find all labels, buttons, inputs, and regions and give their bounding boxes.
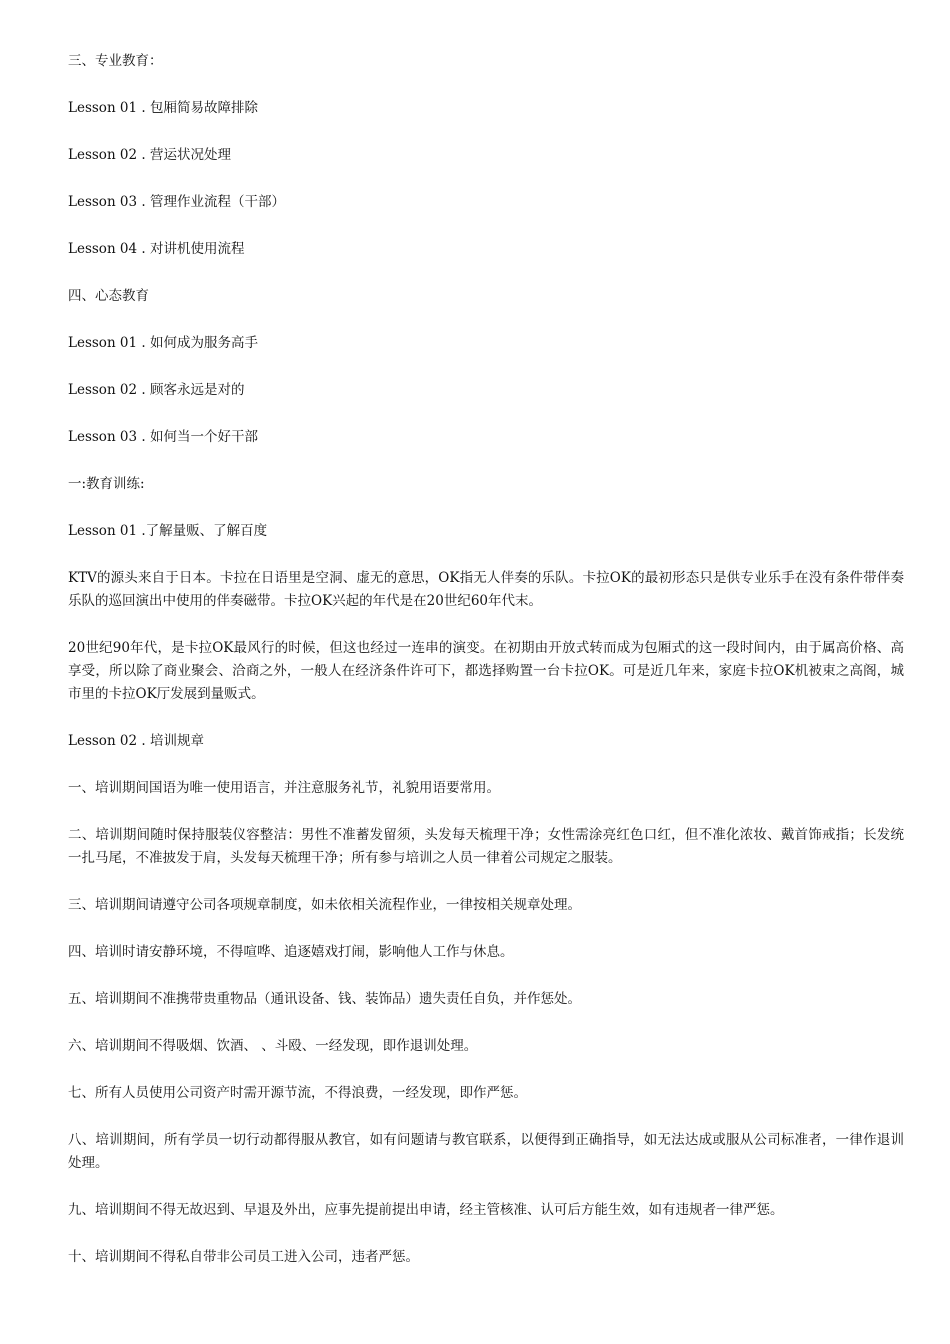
rule-item: 七、所有人员使用公司资产时需开源节流，不得浪费，一经发现，即作严惩。 [68, 1085, 527, 1101]
rule-item: 一、培训期间国语为唯一使用语言，并注意服务礼节，礼貌用语要常用。 [68, 780, 500, 796]
rule-item: 六、培训期间不得吸烟、饮酒、 、斗殴、一经发现，即作退训处理。 [68, 1038, 478, 1054]
lesson-heading: Lesson 01 .了解量贩、了解百度 [68, 523, 268, 539]
lesson-heading: Lesson 02 . 培训规章 [68, 733, 204, 749]
lesson-item: Lesson 01 . 包厢简易故障排除 [68, 100, 258, 116]
lesson-item: Lesson 02 . 顾客永远是对的 [68, 382, 245, 398]
rule-item: 九、培训期间不得无故迟到、早退及外出，应事先提前提出申请，经主管核准、认可后方能生效，如有违规者一律严惩。 [68, 1202, 784, 1218]
rule-item: 二、培训期间随时保持服装仪容整洁：男性不准蓄发留须，头发每天梳理干净；女性需涂亮红色口红，但不准化浓妆、戴首饰戒指；长发统一扎马尾，不准披发于肩，头发每天梳理干净；所有参与培训之人员一律着公司规定之服装。 [68, 827, 904, 866]
rule-item: 三、培训期间请遵守公司各项规章制度，如未依相关流程作业，一律按相关规章处理。 [68, 897, 581, 913]
lesson-item: Lesson 03 . 管理作业流程（干部） [68, 194, 285, 210]
section-heading-training: 一:教育训练: [68, 476, 145, 492]
body-paragraph: KTV的源头来自于日本。卡拉在日语里是空洞、虚无的意思，OK指无人伴奏的乐队。卡拉OK的最初形态只是供专业乐手在没有条件带伴奏乐队的巡回演出中使用的伴奏磁带。卡拉OK兴起的年代是在20世纪60年代末。 [68, 570, 904, 609]
lesson-item: Lesson 02 . 营运状况处理 [68, 147, 231, 163]
section-heading-professional: 三、专业教育： [68, 53, 163, 69]
section-heading-mindset: 四、心态教育 [68, 288, 149, 304]
lesson-item: Lesson 04 . 对讲机使用流程 [68, 241, 245, 257]
rule-item: 八、培训期间，所有学员一切行动都得服从教官，如有问题请与教官联系，以便得到正确指导，如无法达成或服从公司标准者，一律作退训处理。 [68, 1132, 904, 1171]
lesson-item: Lesson 03 . 如何当一个好干部 [68, 429, 258, 445]
lesson-item: Lesson 01 . 如何成为服务高手 [68, 335, 258, 351]
body-paragraph: 20世纪90年代，是卡拉OK最风行的时候，但这也经过一连串的演变。在初期由开放式转而成为包厢式的这一段时间内，由于属高价格、高享受，所以除了商业聚会、洽商之外，一般人在经济条件许可下，都选择购置一台卡拉OK。可是近几年来，家庭卡拉OK机被束之高阁，城市里的卡拉OK厅发展到量贩式。 [68, 640, 904, 702]
rule-item: 五、培训期间不准携带贵重物品（通讯设备、钱、装饰品）遗失责任自负，并作惩处。 [68, 991, 581, 1007]
document-page [68, 50, 904, 1293]
rule-item: 四、培训时请安静环境，不得喧哗、追逐嬉戏打闹，影响他人工作与休息。 [68, 944, 514, 960]
rule-item: 十、培训期间不得私自带非公司员工进入公司，违者严惩。 [68, 1249, 419, 1265]
